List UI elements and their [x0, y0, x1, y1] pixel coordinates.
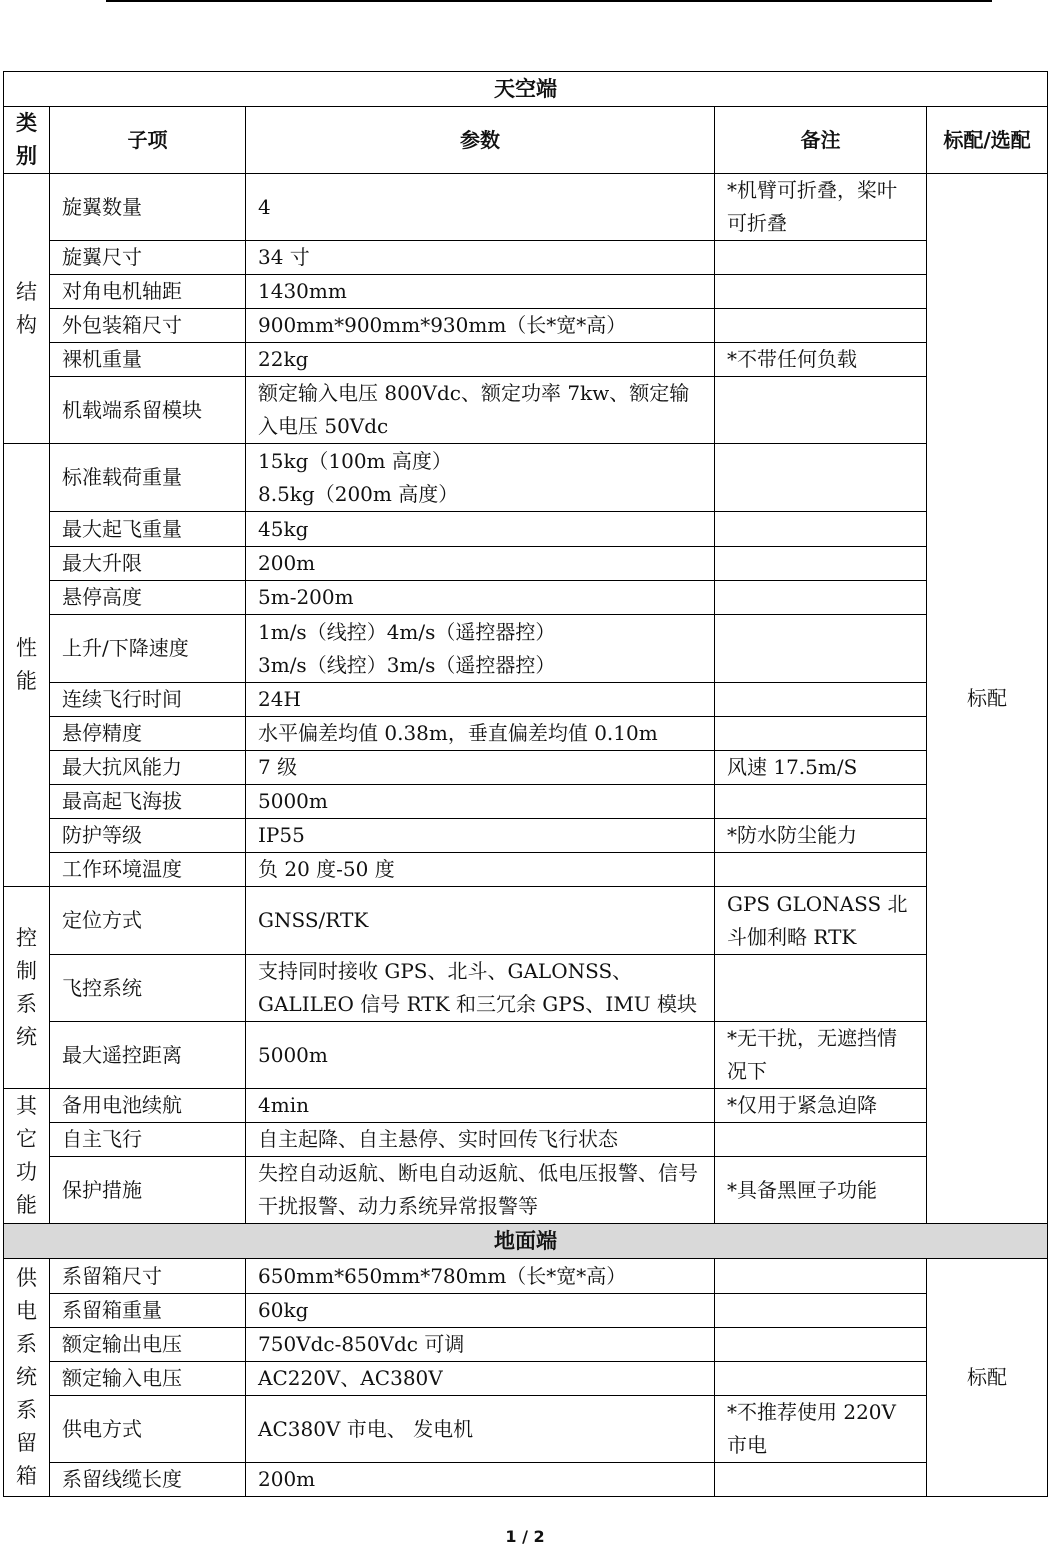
- header-std: 标配/选配: [927, 107, 1048, 174]
- row-note: *不带任何负载: [715, 343, 927, 377]
- row-note: [715, 1259, 927, 1294]
- row-param: 1430mm: [246, 275, 715, 309]
- row-param: 自主起降、自主悬停、实时回传飞行状态: [246, 1123, 715, 1157]
- table-row: [4, 444, 1048, 512]
- table-row: [4, 377, 1048, 444]
- category-other: 其它功能: [4, 1089, 50, 1224]
- row-param: 34 寸: [246, 241, 715, 275]
- row-note: [715, 615, 927, 683]
- row-param: IP55: [246, 819, 715, 853]
- category-performance: 性能: [4, 444, 50, 887]
- row-note: [715, 581, 927, 615]
- row-item: 连续飞行时间: [50, 683, 246, 717]
- table-row: [4, 1463, 1048, 1497]
- row-item: 防护等级: [50, 819, 246, 853]
- row-item: 悬停精度: [50, 717, 246, 751]
- row-param: [246, 615, 715, 683]
- row-item: 外包装箱尺寸: [50, 309, 246, 343]
- row-param: 4: [246, 174, 715, 241]
- row-note: [715, 853, 927, 887]
- row-param: 45kg: [246, 512, 715, 547]
- table-row: [4, 887, 1048, 955]
- row-item: 最大遥控距离: [50, 1022, 246, 1089]
- row-item: 最大升限: [50, 547, 246, 581]
- table-row: [4, 1396, 1048, 1463]
- category-power: 供电系统系留箱: [4, 1259, 50, 1497]
- table-row: [4, 581, 1048, 615]
- row-note: [715, 717, 927, 751]
- table-row: [4, 547, 1048, 581]
- row-note: [715, 241, 927, 275]
- row-item: 最大起飞重量: [50, 512, 246, 547]
- row-note: *具备黑匣子功能: [715, 1157, 927, 1224]
- row-note: [715, 275, 927, 309]
- std-ground: 标配: [927, 1259, 1048, 1497]
- row-param: 60kg: [246, 1294, 715, 1328]
- row-item: 自主飞行: [50, 1123, 246, 1157]
- top-rule: [106, 0, 992, 2]
- header-note: 备注: [715, 107, 927, 174]
- row-param: 750Vdc-850Vdc 可调: [246, 1328, 715, 1362]
- row-param: 200m: [246, 547, 715, 581]
- row-param: 负 20 度-50 度: [246, 853, 715, 887]
- row-note: [715, 785, 927, 819]
- row-param: 200m: [246, 1463, 715, 1497]
- table-row: [4, 683, 1048, 717]
- page-number: 1 / 2: [505, 1527, 545, 1546]
- row-note: [715, 512, 927, 547]
- row-note: [715, 683, 927, 717]
- row-item: 飞控系统: [50, 955, 246, 1022]
- row-note: [715, 1123, 927, 1157]
- row-item: 对角电机轴距: [50, 275, 246, 309]
- row-param: 24H: [246, 683, 715, 717]
- category-control: 控制系统: [4, 887, 50, 1089]
- row-item: 工作环境温度: [50, 853, 246, 887]
- table-row: [4, 717, 1048, 751]
- row-param: 5000m: [246, 785, 715, 819]
- row-param: 4min: [246, 1089, 715, 1123]
- section-ground-title: 地面端: [4, 1224, 1048, 1259]
- row-param-line: 1m/s（线控）4m/s（遥控器控）: [258, 619, 556, 644]
- table-row: [4, 174, 1048, 241]
- row-param: 额定输入电压 800Vdc、额定功率 7kw、额定输入电压 50Vdc: [246, 377, 715, 444]
- row-param-line: 15kg（100m 高度）: [258, 448, 452, 473]
- row-param: 5000m: [246, 1022, 715, 1089]
- row-param: 650mm*650mm*780mm（长*宽*高）: [246, 1259, 715, 1294]
- header-item: 子项: [50, 107, 246, 174]
- row-param: 7 级: [246, 751, 715, 785]
- row-param: AC220V、AC380V: [246, 1362, 715, 1396]
- row-param: [246, 444, 715, 512]
- row-param: GNSS/RTK: [246, 887, 715, 955]
- row-note: [715, 1463, 927, 1497]
- row-param-line: 8.5kg（200m 高度）: [258, 481, 459, 506]
- spec-table: [3, 71, 1048, 1497]
- table-row: [4, 1362, 1048, 1396]
- table-row: [4, 343, 1048, 377]
- row-param: AC380V 市电、 发电机: [246, 1396, 715, 1463]
- table-row: [4, 819, 1048, 853]
- row-item: 旋翼尺寸: [50, 241, 246, 275]
- table-row: [4, 512, 1048, 547]
- row-item: 系留箱尺寸: [50, 1259, 246, 1294]
- table-row: [4, 1022, 1048, 1089]
- row-note: [715, 955, 927, 1022]
- row-item: 机载端系留模块: [50, 377, 246, 444]
- row-item: 悬停高度: [50, 581, 246, 615]
- row-item: 裸机重量: [50, 343, 246, 377]
- row-param: 900mm*900mm*930mm（长*宽*高）: [246, 309, 715, 343]
- row-item: 上升/下降速度: [50, 615, 246, 683]
- row-item: 定位方式: [50, 887, 246, 955]
- row-param: 22kg: [246, 343, 715, 377]
- row-note: *仅用于紧急迫降: [715, 1089, 927, 1123]
- row-note: *机臂可折叠，桨叶可折叠: [715, 174, 927, 241]
- row-note: GPS GLONASS 北斗伽利略 RTK: [715, 887, 927, 955]
- header-param: 参数: [246, 107, 715, 174]
- row-note: [715, 1362, 927, 1396]
- table-row: [4, 1294, 1048, 1328]
- row-param: 5m-200m: [246, 581, 715, 615]
- row-note: [715, 547, 927, 581]
- table-row: [4, 955, 1048, 1022]
- row-item: 标准载荷重量: [50, 444, 246, 512]
- row-note: [715, 1328, 927, 1362]
- table-row: [4, 785, 1048, 819]
- row-item: 系留箱重量: [50, 1294, 246, 1328]
- row-param-line: 3m/s（线控）3m/s（遥控器控）: [258, 652, 556, 677]
- row-item: 旋翼数量: [50, 174, 246, 241]
- table-row: [4, 1089, 1048, 1123]
- row-param: 失控自动返航、断电自动返航、低电压报警、信号干扰报警、动力系统异常报警等: [246, 1157, 715, 1224]
- table-row: [4, 275, 1048, 309]
- table-row: [4, 1259, 1048, 1294]
- row-item: 保护措施: [50, 1157, 246, 1224]
- table-row: [4, 1328, 1048, 1362]
- table-row: [4, 1123, 1048, 1157]
- row-item: 备用电池续航: [50, 1089, 246, 1123]
- section-sky-title: 天空端: [4, 72, 1048, 107]
- row-note: [715, 1294, 927, 1328]
- row-item: 最高起飞海拔: [50, 785, 246, 819]
- header-category: 类别: [4, 107, 50, 174]
- table-row: [4, 615, 1048, 683]
- std-sky: 标配: [927, 174, 1048, 1224]
- row-item: 系留线缆长度: [50, 1463, 246, 1497]
- table-row: [4, 1157, 1048, 1224]
- table-row: [4, 309, 1048, 343]
- table-row: [4, 241, 1048, 275]
- table-row: [4, 751, 1048, 785]
- row-param: 水平偏差均值 0.38m，垂直偏差均值 0.10m: [246, 717, 715, 751]
- row-note: 风速 17.5m/S: [715, 751, 927, 785]
- row-item: 最大抗风能力: [50, 751, 246, 785]
- row-note: [715, 377, 927, 444]
- row-note: *防水防尘能力: [715, 819, 927, 853]
- row-note: *无干扰，无遮挡情况下: [715, 1022, 927, 1089]
- row-item: 供电方式: [50, 1396, 246, 1463]
- category-structure: 结构: [4, 174, 50, 444]
- table-row: [4, 853, 1048, 887]
- row-note: [715, 309, 927, 343]
- row-item: 额定输入电压: [50, 1362, 246, 1396]
- row-note: *不推荐使用 220V 市电: [715, 1396, 927, 1463]
- row-param: 支持同时接收 GPS、北斗、GALONSS、GALILEO 信号 RTK 和三冗余 GPS、IMU 模块: [246, 955, 715, 1022]
- row-note: [715, 444, 927, 512]
- row-item: 额定输出电压: [50, 1328, 246, 1362]
